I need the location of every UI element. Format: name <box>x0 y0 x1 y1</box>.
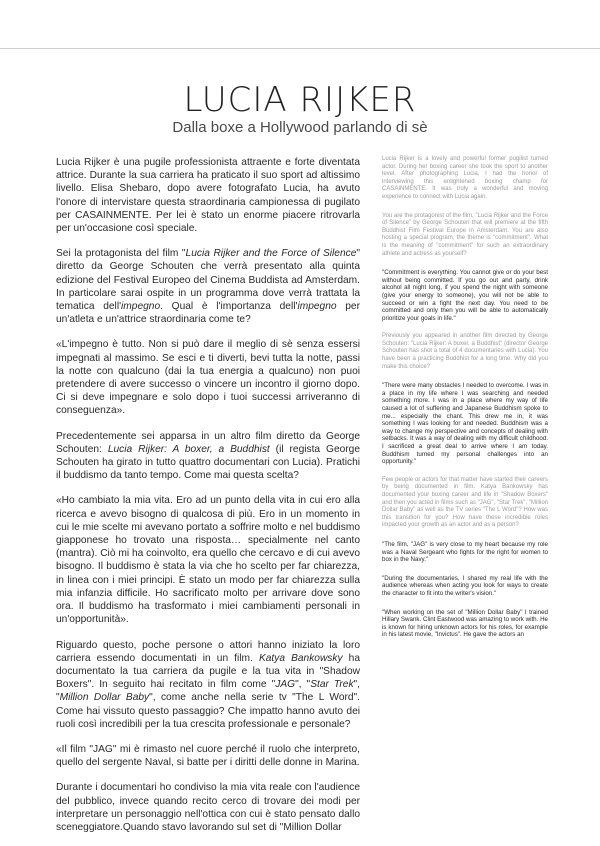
english-question-career: Few people or actors for that matter have started their careers by being documented in film. Katya Bankowsky has documented your boxing career and life in "Shadow Boxers" and then you acted in films such as "JAG", "Star Trek", "Million Dollar Baby" as well as the TV series "The L Word"? How was this transition for you? How have these incredible roles impacted your growth as an actor and as a person? <box>382 476 548 529</box>
english-answer-documentaries: "During the documentaries, I shared my real life with the audience whereas when acting you look for ways to create the character to fit into the writer's vision." <box>382 574 548 597</box>
answer-commitment: «L'impegno è tutto. Non si può dare il meglio di sè senza essersi impegnati al massimo. Se esci e ti diverti, bevi tutta la notte, passi la notte con qualcuno (dai la tua energia a qualcuno) non puoi pretendere di avere successo o vincere un incontro il giorno dopo. Ci si deve impegnare e solo dopo i tuoi successi arriveranno di conseguenza». <box>56 339 360 417</box>
english-answer-buddhism: "There were many obstacles I needed to overcome. I was in a place in my life where I was searching and needed something more. I was in a place where my way of life caused a lot of suffering and Japanese Buddhism spoke to me... especially the chant. This drew me in, it was something I was looking for and needed. Buddhism was a way to change my perspective and concepts of dealing with setbacks. It was a way of dealing with my difficult childhood. I sacrificed a great deal to arrive where I am today. Buddhism turned my personal challenges into an opportunity." <box>382 382 548 466</box>
english-question-commitment: You are the protagonist of the film, "Lucia Rijker and the Force of Silence" by George Schouten that will premiere at the fifth Buddhist Film Festival Europe in Amsterdam. You are also hosting a special program, the theme is "commitment". What is the meaning of "commitment" for such an extraordinary athlete and actress as yourself? <box>382 212 548 257</box>
question-buddhism: Precedentemente sei apparsa in un altro film diretto da George Schouten: Lucia Rijker: A boxer, a Buddhist (il regista George Schouten ha girato in tutto quattro documentari con Lucia). Pratichi il buddismo da tanto tempo. Come mai questa scelta? <box>56 430 360 482</box>
intro-paragraph: Lucia Rijker è una pugile professionista attraente e forte diventata attrice. Durante la sua carriera ha praticato il suo sport ad altissimo livello. Elisa Shebaro, dopo avere fotografato Lucia, ha avuto l'onore di intervistare questa straordinaria campionessa di pugilato per CASAINMENTE. Per lei è stato un enorme piacere ritrovarla per un'occasione così speciale. <box>56 157 360 235</box>
page-title: LUCIA RIJKER <box>183 80 417 120</box>
english-answer-jag: "The film, "JAG" is very close to my heart because my role was a Naval Sergeant who fights for the right for women to box in the Navy." <box>382 540 548 564</box>
answer-jag: «Il film "JAG" mi è rimasto nel cuore perché il ruolo che interpreto, quello del sergente Naval, si batte per i diritti delle donne in Marina. <box>56 743 360 769</box>
answer-buddhism: «Ho cambiato la mia vita. Ero ad un punto della vita in cui ero alla ricerca e avevo bisogno di qualcosa di più. Ero in un momento in cui le mie scelte mi avevano portato a soffrire molto e nel buddismo giapponese ho trovato una risposta… specialmente nel canto (mantra). Ciò mi ha coinvolto, era quello che cercavo e di cui avevo bisogno. Il buddismo è stata la via che ho scelto per far chiarezza, in linea con i miei principi. È stato un modo per far chiarezza sulla mia infanzia difficile. Ho sacrificato molto per arrivare dove sono ora. Il buddismo ha trasformato i miei cambiamenti personali in un'opportunità». <box>56 495 360 626</box>
page-subtitle: Dalla boxe a Hollywood parlando di sè <box>172 119 428 136</box>
english-column <box>382 156 548 650</box>
question-commitment: Sei la protagonista del film "Lucia Rijker and the Force of Silence" diretto da George Schouten che verrà presentato alla quinta edizione del Festival Europeo del Cinema Buddista ad Amsterdam. In particolare sarai ospite in un programma dove verrà trattata la tematica dell'impegno. Qual è l'importanza dell'impegno per un'atleta e un'attrice straordinaria come te? <box>56 248 360 326</box>
english-intro: Lucia Rijker is a lovely and powerful former pugilist turned actor. During her boxing career she took the sport to another level. After photographing Lucia, I had the honor of interviewing this enlightened boxing champ for CASAINMENTE. It was truly a wonderful and moving experience to connect with Lucia again. <box>382 156 548 200</box>
english-question-buddhism: Previously you appeared in another film directed by George Schouten: "Lucia Rijker: A boxer, a Buddhist" (director George Schouten has shot a total of 4 documentaries with Lucia). You have been a practicing Buddhist for a long time. Why did you make this choice? <box>382 333 548 370</box>
english-answer-million-dollar: "When working on the set of "Million Dollar Baby" I trained Hillary Swank. Clint Eastwood was amazing to work with. He is known for hiring unknown actors for his roles, for example in his latest movie, "Invictus". He gave the actors an <box>382 608 548 639</box>
question-career: Riguardo questo, poche persone o attori hanno iniziato la loro carriera essendo documentati in un film. Katya Bankowsky ha documentato la tua carriera da pugile e la tua vita in "Shadow Boxers". In seguito hai recitato in film come "JAG", "Star Trek", "Million Dollar Baby", come anche nella serie tv "The L Word". Come hai vissuto questo passaggio? Che impatto hanno avuto dei ruoli così incredibili per la tua crescita professionale e personale? <box>56 639 360 730</box>
top-divider <box>0 48 600 49</box>
answer-documentaries: Durante i documentari ho condiviso la mia vita reale con l'audience del pubblico, invece quando recito cerco di trovare dei modi per interpretare un personaggio nell'ottica con cui è stato pensato dallo sceneggiatore.Quando stavo lavorando sul set di "Million Dollar <box>56 782 360 833</box>
english-answer-commitment: "Commitment is everything. You cannot give or do your best without being committed. If you go out and party, drink alcohol all night long, if you spend the night with someone (give your energy to someone), you will not be able to succeed or win a fight the next day. You need to be committed and only then you will be able to automatically prioritize your goals in life." <box>382 269 548 322</box>
